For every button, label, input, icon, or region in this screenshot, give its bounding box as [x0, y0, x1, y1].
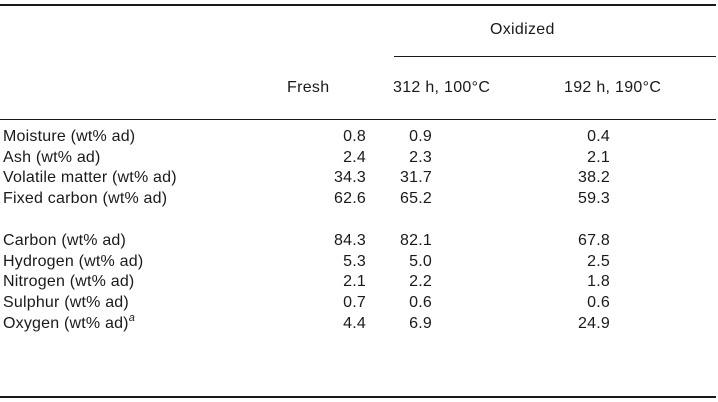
cell-312h: 2.3 — [409, 149, 432, 166]
cell-192h: 59.3 — [578, 190, 610, 207]
cell-192h: 2.1 — [587, 149, 610, 166]
cell-312h: 65.2 — [400, 190, 432, 207]
row-label: Moisture (wt% ad) — [3, 128, 136, 145]
cell-312h: 2.2 — [409, 273, 432, 290]
cell-fresh: 5.3 — [343, 253, 366, 270]
cell-fresh: 84.3 — [334, 232, 366, 249]
cell-fresh: 2.1 — [343, 273, 366, 290]
cell-312h: 5.0 — [409, 253, 432, 270]
cell-192h: 24.9 — [578, 315, 610, 332]
cell-192h: 1.8 — [587, 273, 610, 290]
cell-312h: 0.9 — [409, 128, 432, 145]
cell-fresh: 34.3 — [334, 169, 366, 186]
table-top-rule — [0, 4, 716, 6]
column-header-192h-190c: 192 h, 190°C — [564, 79, 662, 96]
row-label-oxygen — [3, 314, 135, 335]
cell-fresh: 62.6 — [334, 190, 366, 207]
cell-fresh: 2.4 — [343, 149, 366, 166]
header-bottom-rule — [0, 119, 716, 120]
column-header-fresh: Fresh — [287, 79, 330, 96]
row-label: Hydrogen (wt% ad) — [3, 253, 144, 270]
cell-312h: 0.6 — [409, 294, 432, 311]
cell-192h: 2.5 — [587, 253, 610, 270]
cell-192h: 0.6 — [587, 294, 610, 311]
cell-312h: 6.9 — [409, 315, 432, 332]
cell-fresh: 0.7 — [343, 294, 366, 311]
cell-312h: 31.7 — [400, 169, 432, 186]
row-label: Nitrogen (wt% ad) — [3, 273, 135, 290]
cell-fresh: 4.4 — [343, 315, 366, 332]
row-label: Fixed carbon (wt% ad) — [3, 190, 168, 207]
row-label: Sulphur (wt% ad) — [3, 294, 129, 311]
oxidized-group-rule — [394, 56, 716, 57]
cell-192h: 38.2 — [578, 169, 610, 186]
cell-192h: 0.4 — [587, 128, 610, 145]
row-label: Carbon (wt% ad) — [3, 232, 127, 249]
table-bottom-rule — [0, 396, 716, 398]
oxidized-group-header: Oxidized — [490, 21, 555, 38]
footnote-marker: a — [128, 312, 136, 324]
column-header-312h-100c: 312 h, 100°C — [393, 79, 491, 96]
cell-192h: 67.8 — [578, 232, 610, 249]
row-label: Volatile matter (wt% ad) — [3, 169, 177, 186]
row-label-text: Oxygen (wt% ad) — [3, 315, 129, 332]
cell-fresh: 0.8 — [343, 128, 366, 145]
cell-312h: 82.1 — [400, 232, 432, 249]
row-label: Ash (wt% ad) — [3, 149, 101, 166]
